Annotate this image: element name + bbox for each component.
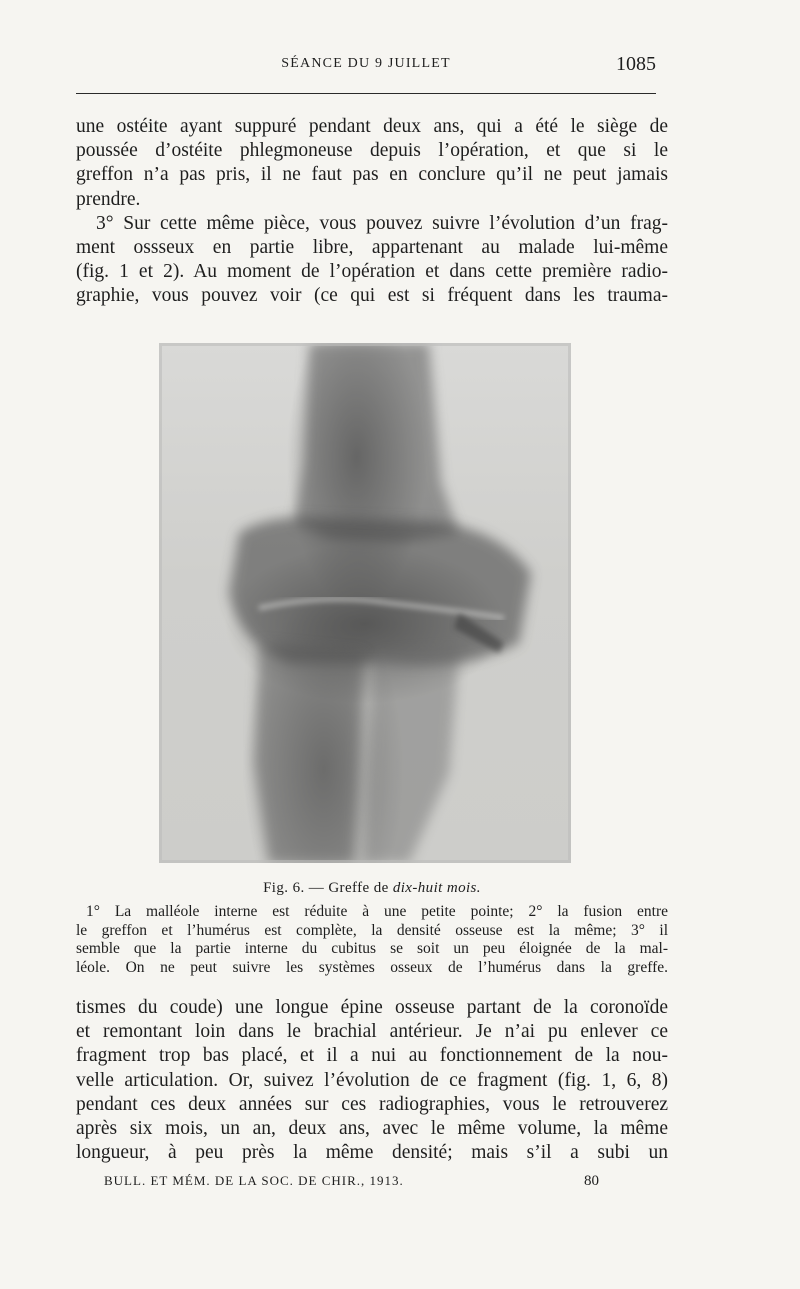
journal-citation: BULL. ET MÉM. DE LA SOC. DE CHIR., 1913. xyxy=(104,1173,404,1188)
page-footer xyxy=(104,1173,624,1189)
figure-caption xyxy=(76,880,668,977)
figure-label-prefix: Fig. 6. — Greffe de xyxy=(263,880,393,896)
signature-mark: 80 xyxy=(584,1173,599,1189)
text-line: fragment trop bas placé, et il a nui au fonctionnement de la nou- xyxy=(76,1045,668,1067)
text-line: ment ossseux en partie libre, appartenant au malade lui-même xyxy=(76,237,668,259)
text-line: velle articulation. Or, suivez l’évolution de ce fragment (fig. 1, 6, 8) xyxy=(76,1069,668,1091)
text-line: après six mois, un an, deux ans, avec le même volume, la même xyxy=(76,1118,668,1140)
running-head xyxy=(76,53,656,80)
text-line: poussée d’ostéite phlegmoneuse depuis l’opération, et que si le xyxy=(76,140,668,162)
radiograph-image xyxy=(159,343,571,863)
text-line: prendre. xyxy=(76,188,141,210)
running-title: SÉANCE DU 9 JUILLET xyxy=(281,56,451,71)
header-rule xyxy=(76,93,656,94)
figure-notes xyxy=(76,903,668,977)
text-line: pendant ces deux années sur ces radiographies, vous le retrouverez xyxy=(76,1093,668,1115)
figure-label xyxy=(76,880,668,897)
note-line: le greffon et l’humérus est complète, la densité osseuse est la même; 3° il xyxy=(76,921,668,939)
body-text-top xyxy=(76,115,668,309)
note-line: léole. On ne peut suivre les systèmes osseux de l’humérus dans la greffe. xyxy=(76,958,668,976)
body-text-bottom xyxy=(76,996,668,1165)
text-line: une ostéite ayant suppuré pendant deux ans, qui a été le siège de xyxy=(76,116,668,137)
text-line: (fig. 1 et 2). Au moment de l’opération et dans cette première radio- xyxy=(76,261,668,283)
text-line: graphie, vous pouvez voir (ce qui est si fréquent dans les trauma- xyxy=(76,285,668,307)
text-line: 3° Sur cette même pièce, vous pouvez suivre l’évolution d’un frag- xyxy=(96,212,668,234)
text-line: et remontant loin dans le brachial antérieur. Je n’ai pu enlever ce xyxy=(76,1021,668,1043)
text-line: longueur, à peu près la même densité; mais s’il a subi un xyxy=(76,1142,668,1164)
text-line: greffon n’a pas pris, il ne faut pas en conclure qu’il ne peut jamais xyxy=(76,164,668,186)
page-number: 1085 xyxy=(616,53,656,75)
figure-label-italic: dix-huit mois. xyxy=(392,880,481,896)
radiograph-figure xyxy=(159,343,571,863)
note-line: semble que la partie interne du cubitus se soit un peu éloignée de la mal- xyxy=(76,940,668,957)
text-line: tismes du coude) une longue épine osseuse partant de la coronoïde xyxy=(76,997,668,1018)
note-line: 1° La malléole interne est réduite à une petite pointe; 2° la fusion entre xyxy=(86,903,668,920)
